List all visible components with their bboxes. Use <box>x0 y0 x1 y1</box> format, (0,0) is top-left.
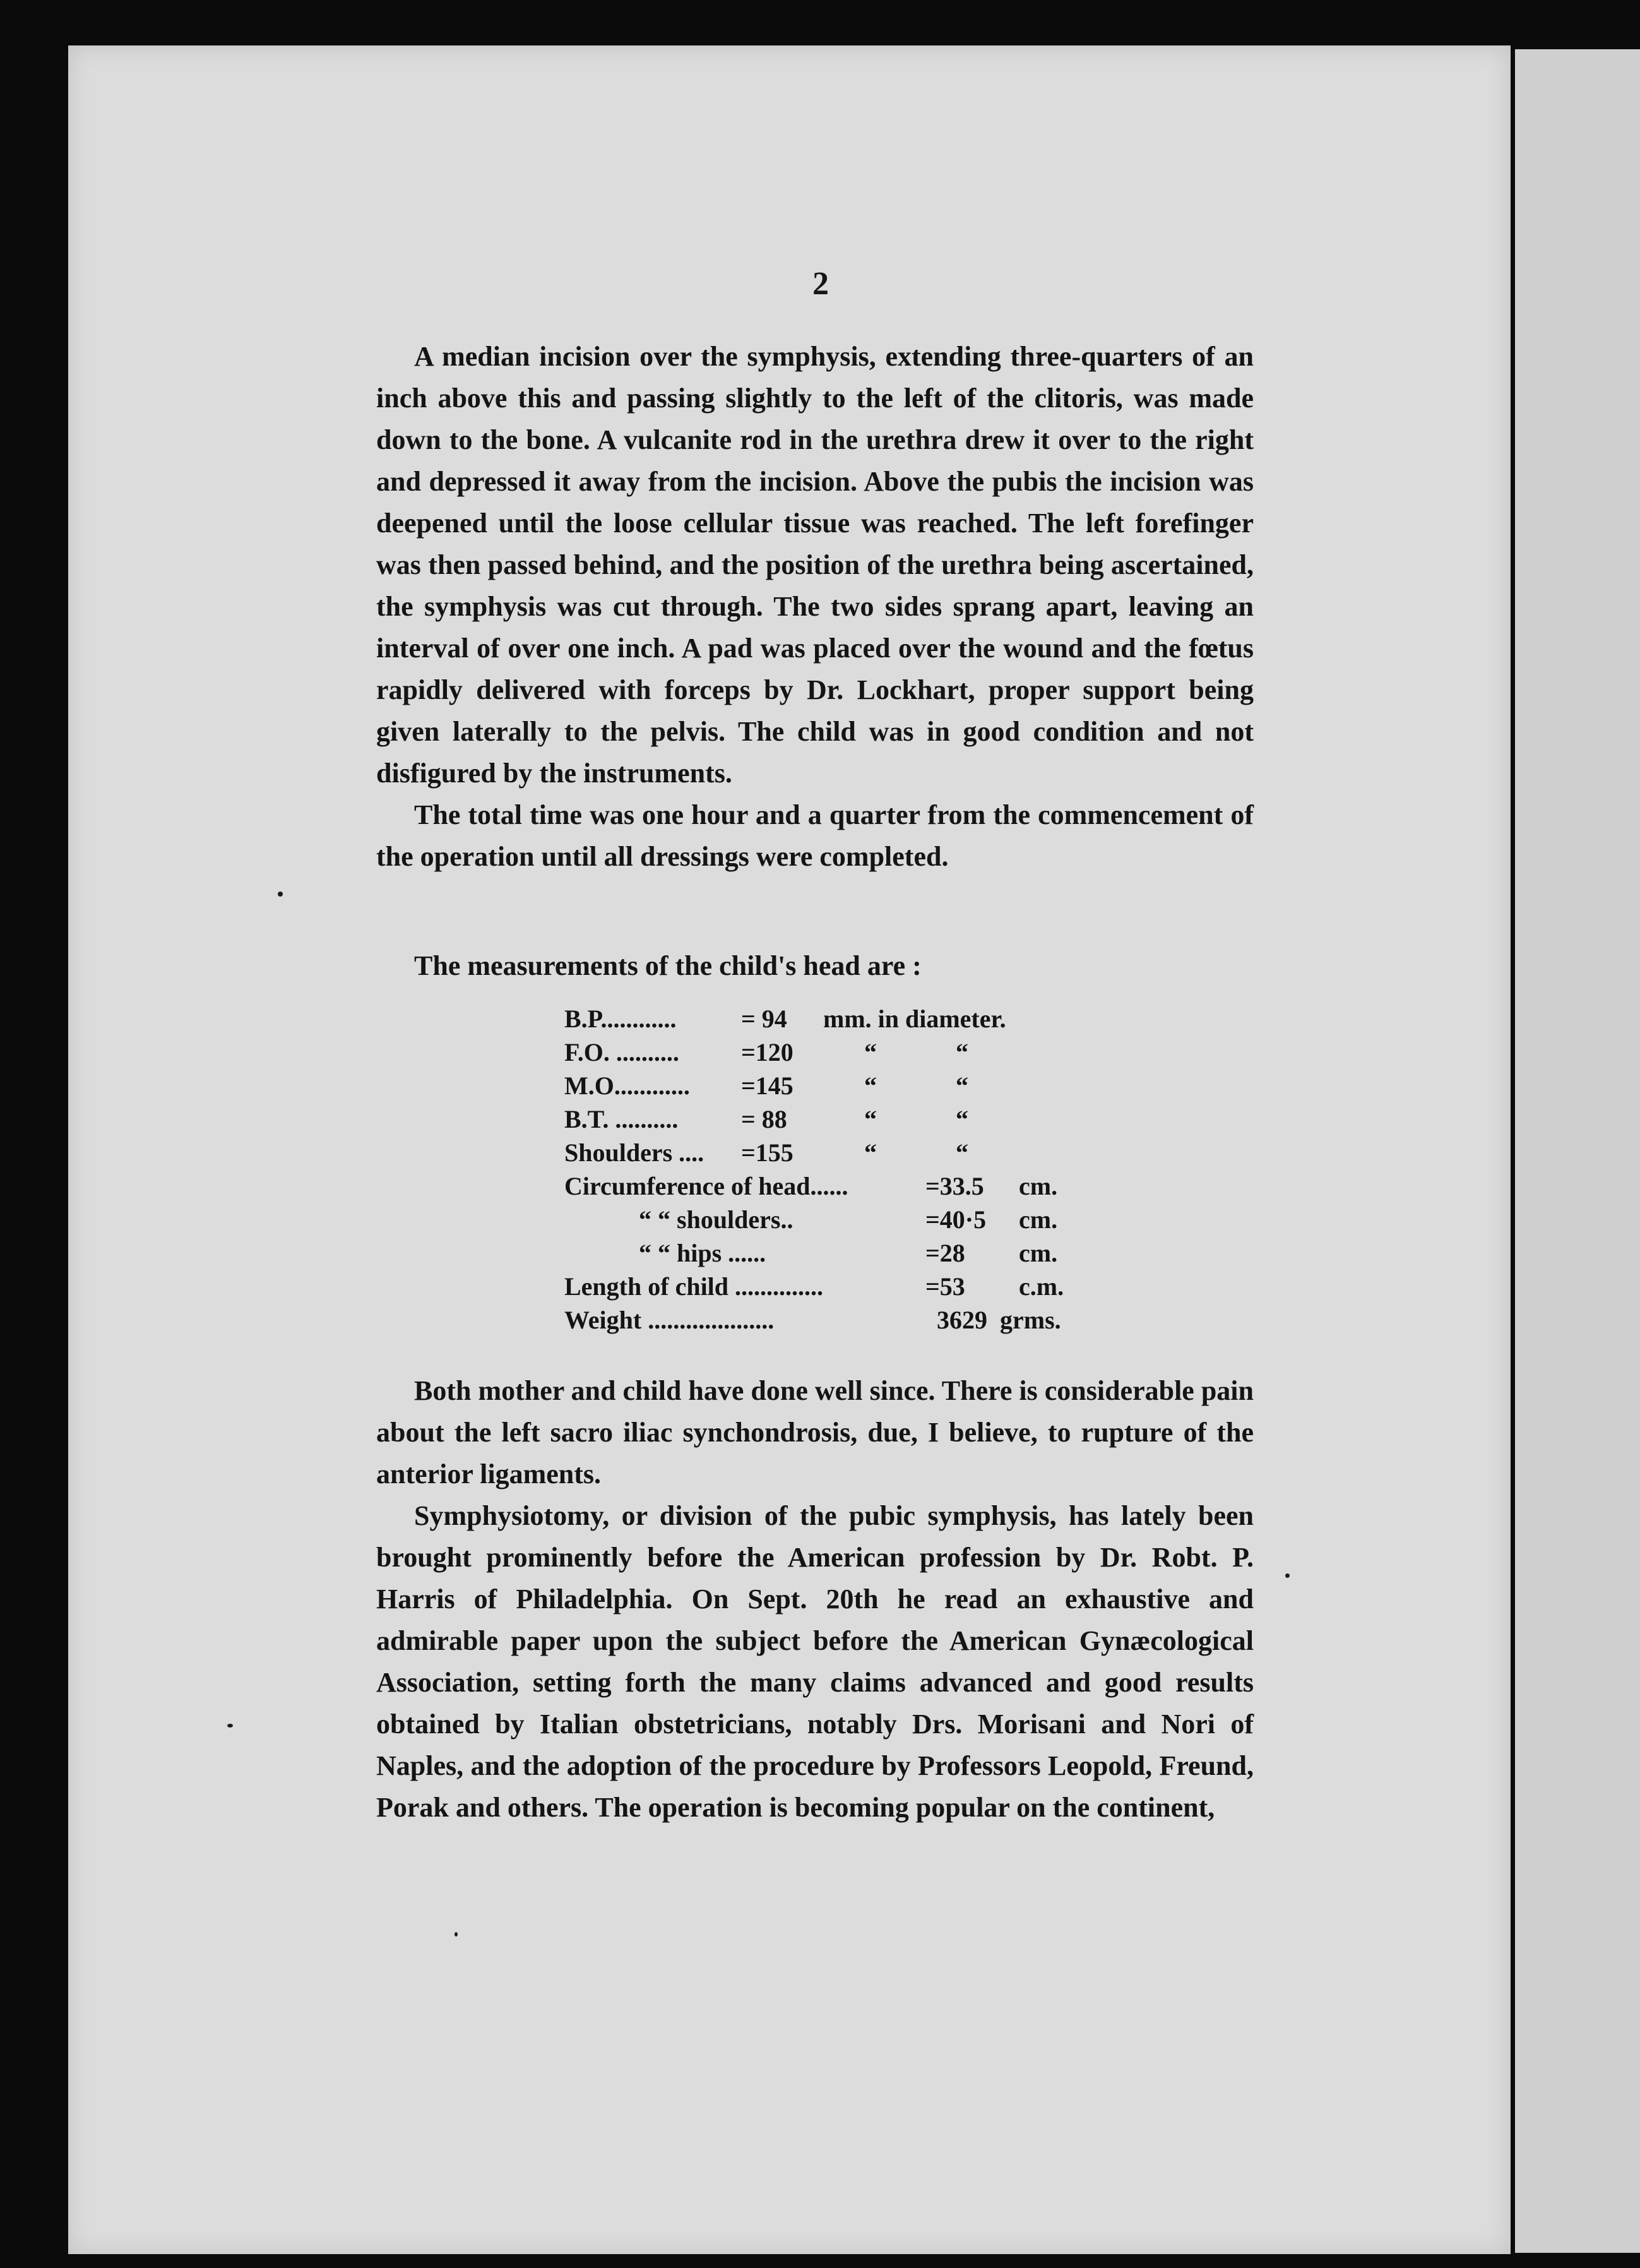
ditto-mark: “ <box>864 1105 877 1133</box>
measurement-row <box>564 1071 1132 1104</box>
ditto-mark: “ <box>864 1071 877 1100</box>
circumference-row <box>564 1205 1132 1238</box>
measurements-table <box>564 1004 1132 1339</box>
circumference-value: =40·5 <box>925 1205 987 1234</box>
top-text-block <box>376 336 1254 878</box>
circumference-unit: cm. <box>1019 1239 1058 1267</box>
bottom-text-block <box>376 1370 1254 1829</box>
circumference-label: Circumference of head...... <box>564 1172 848 1200</box>
circumference-row <box>564 1171 1132 1205</box>
measurement-row <box>564 1004 1132 1037</box>
circumference-label: Length of child .............. <box>564 1272 824 1301</box>
paragraph-recovery: Both mother and child have done well since. There is considerable pain about the left sacro iliac synchondrosis, due, I believe, to rupture of the anterior ligaments. <box>376 1375 1254 1489</box>
circumference-row <box>564 1238 1132 1272</box>
scan-speck <box>455 1932 458 1937</box>
measurement-label: F.O. .......... <box>564 1038 679 1066</box>
circumference-row <box>564 1272 1132 1305</box>
ditto-mark: “ <box>956 1071 968 1100</box>
measurement-row <box>564 1138 1132 1171</box>
paragraph-symphysiotomy: Symphysiotomy, or division of the pubic symphysis, has lately been brought prominently before the American profession by Dr. Robt. P. Harris of Philadelphia. On Sept. 20th he read an exhaustive and admirable paper upon the subject before the American Gynæcological Association, setting forth the many claims advanced and good results obtained by Italian obstetricians, notably Drs. Morisani and Nori of Naples, and the adoption of the procedure by Professors Leopold, Freund, Porak and others. The operation is becoming popular on the continent, <box>376 1500 1254 1823</box>
circumference-value: 3629 <box>937 1306 987 1334</box>
measurement-label: Shoulders .... <box>564 1138 704 1167</box>
measurements-intro: The measurements of the child's head are : <box>414 950 922 981</box>
circumference-unit: cm. <box>1019 1172 1058 1200</box>
ditto-mark: “ <box>864 1138 877 1167</box>
circumference-unit: grms. <box>1000 1306 1061 1334</box>
measurement-value: =145 <box>741 1071 793 1100</box>
page-number: 2 <box>812 266 829 302</box>
circumference-label: “ “ shoulders.. <box>639 1205 793 1234</box>
paragraph-incision: A median incision over the symphysis, extending three-quarters of an inch above this and passing slightly to the left of the clitoris, was made down to the bone. A vulcanite rod in the urethra drew it over to the right and depressed it away from the incision. Above the pubis the incision was deepened until the loose cellular tissue was reached. The left forefinger was then passed behind, and the position of the urethra being ascertained, the symphysis was cut through. The two sides sprang apart, leaving an interval of over one inch. A pad was placed over the wound and the fœtus rapidly delivered with forceps by Dr. Lockhart, proper support being given laterally to the pelvis. The child was in good condition and not disfigured by the instruments. <box>376 341 1254 789</box>
scan-speck <box>278 892 283 897</box>
circumference-value: =53 <box>925 1272 965 1301</box>
circumference-value: =28 <box>925 1239 965 1267</box>
measurement-label: B.T. .......... <box>564 1105 679 1133</box>
measurement-label: M.O............ <box>564 1071 690 1100</box>
measurement-value: = 94 <box>741 1005 787 1033</box>
measurement-row <box>564 1037 1132 1071</box>
measurement-label: B.P............ <box>564 1005 677 1033</box>
ditto-mark: “ <box>956 1138 968 1167</box>
measurement-unit: mm. in diameter. <box>823 1005 1006 1033</box>
ditto-mark: “ <box>864 1038 877 1066</box>
circumference-row <box>564 1305 1132 1339</box>
circumference-unit: cm. <box>1019 1205 1058 1234</box>
circumference-unit: c.m. <box>1019 1272 1064 1301</box>
ditto-mark: “ <box>956 1038 968 1066</box>
circumference-value: =33.5 <box>925 1172 984 1200</box>
circumference-label: Weight .................... <box>564 1306 775 1334</box>
measurement-value: =155 <box>741 1138 793 1167</box>
ditto-mark: “ <box>956 1105 968 1133</box>
circumference-label: “ “ hips ...... <box>639 1239 766 1267</box>
adjacent-page-edge <box>1515 49 1640 2253</box>
measurement-row <box>564 1104 1132 1138</box>
paragraph-total-time: The total time was one hour and a quarter from the commencement of the operation until all dressings were completed. <box>376 799 1254 872</box>
scan-speck <box>227 1724 233 1728</box>
scan-speck <box>1285 1573 1290 1578</box>
measurement-value: = 88 <box>741 1105 787 1133</box>
measurement-value: =120 <box>741 1038 793 1066</box>
